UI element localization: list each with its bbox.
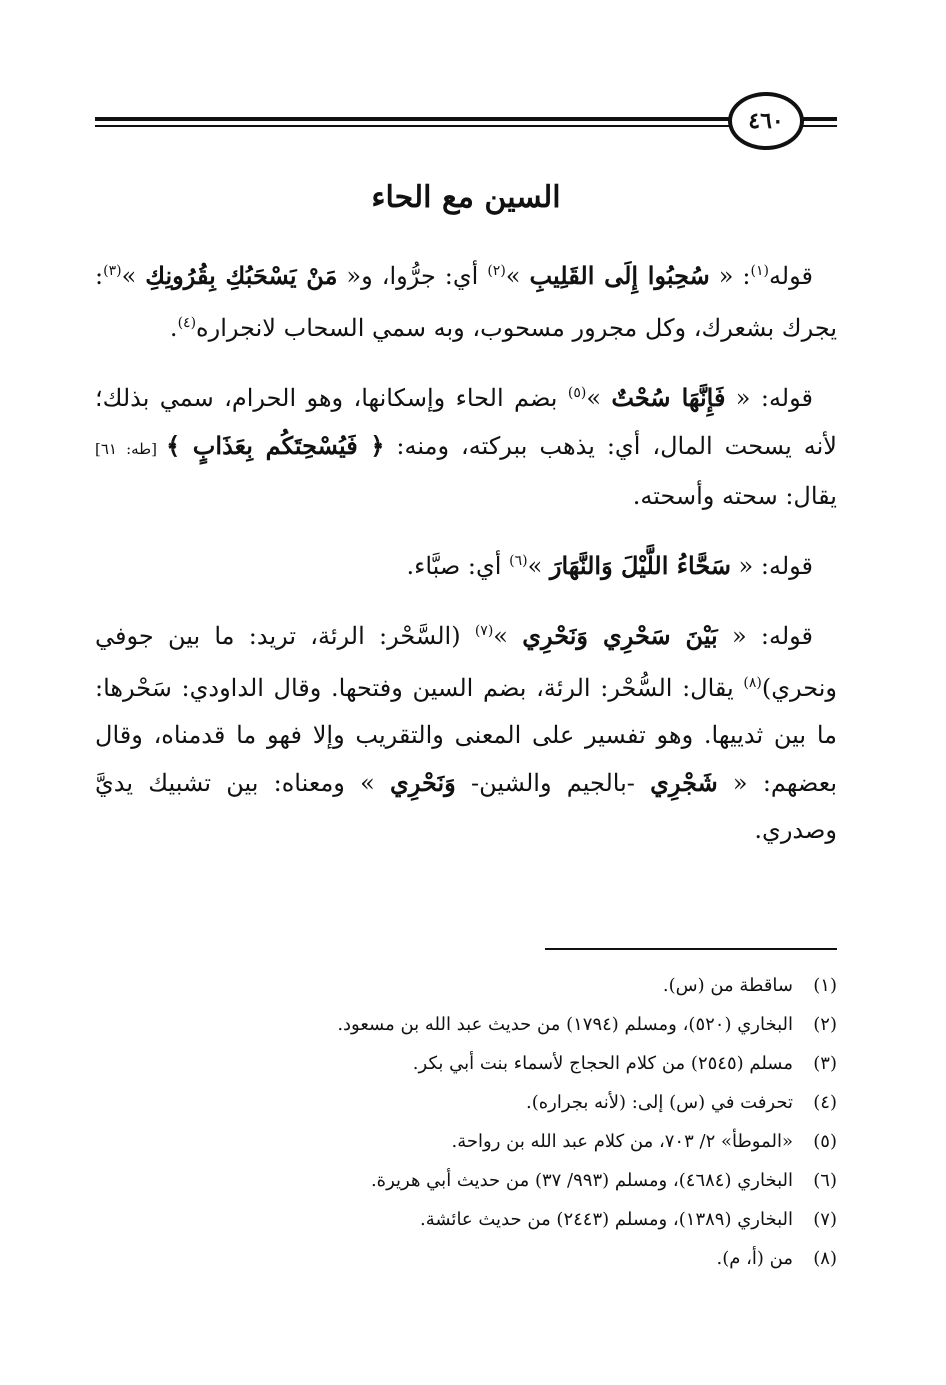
footnote-ref[interactable]: (٧) bbox=[474, 623, 494, 639]
paragraph: قوله: « فَإِنَّهَا سُحْتٌ »$^{(٥)}$ بضم الحاء وإسكانها، وهو الحرام، سمي بذلك؛ لأنه يسحت المال، أي: يذهب ببركته، ومنه: ﴿ فَيُسْحِتَكُم بِعَذَابٍ ﴾ [طه: ٦١] يقال: سحته وأسحته. bbox=[95, 383, 837, 510]
footnote: (٥)«الموطأ» ٢/ ٧٠٣، من كلام عبد الله بن رواحة. bbox=[451, 1131, 837, 1152]
footnote: (٧)البخاري (١٣٨٩)، ومسلم (٢٤٤٣) من حديث عائشة. bbox=[420, 1209, 837, 1230]
hadith-phrase: بَيْنَ سَحْرِي وَنَحْرِي bbox=[522, 621, 718, 650]
hadith-phrase: وَنَحْرِي bbox=[389, 768, 456, 797]
footnote-separator bbox=[545, 948, 837, 950]
footnote-ref[interactable]: (٢) bbox=[487, 263, 506, 279]
footnote: (٨)من (أ، م). bbox=[716, 1248, 837, 1269]
paragraph: قوله$^{(١)}$: « سُحِبُوا إِلَى القَلِيبِ »$^{(٢)}$ أي: جرُّوا، و« مَنْ يَسْحَبُكِ بِقُرُونِكِ »$^{(٣)}$: يجرك بشعرك، وكل مجرور مسحوب، وبه سمي السحاب لانجراره$^{(٤)}$. bbox=[95, 261, 837, 342]
footnotes bbox=[95, 968, 837, 1280]
footnote-ref[interactable]: (١) bbox=[750, 263, 769, 279]
verse-reference: [طه: ٦١] bbox=[95, 440, 167, 458]
footnote-ref[interactable]: (٣) bbox=[103, 263, 122, 279]
hadith-phrase: شَجْرِي bbox=[650, 768, 718, 797]
quran-verse: ﴿ فَيُسْحِتَكُم بِعَذَابٍ ﴾ bbox=[166, 431, 385, 460]
footnote-ref[interactable]: (٥) bbox=[567, 385, 587, 401]
page-number: ٤٦٠ bbox=[728, 92, 804, 150]
footnote-ref[interactable]: (٦) bbox=[509, 553, 528, 569]
paragraph: قوله: « بَيْنَ سَحْرِي وَنَحْرِي »$^{(٧)}$ (السَّحْر: الرئة، تريد: ما بين جوفي ونحري)$^{(٨)}$ يقال: السُّحْر: الرئة، بضم السين وفتحها. وقال الداودي: سَحْرها: ما بين ثدييها. وهو تفسير على المعنى والتقريب وإلا فهو ما قدمناه، وقال بعضهم: « شَجْرِي -بالجيم والشين- وَنَحْرِي » ومعناه: بين تشبيك يديَّ وصدري. bbox=[95, 621, 838, 844]
main-text bbox=[95, 248, 837, 872]
header-rule bbox=[95, 117, 837, 129]
footnote: (٢)البخاري (٥٢٠)، ومسلم (١٧٩٤) من حديث عبد الله بن مسعود. bbox=[337, 1014, 837, 1035]
section-title: السين مع الحاء bbox=[371, 180, 561, 215]
footnote: (٦)البخاري (٤٦٨٤)، ومسلم (٩٩٣/ ٣٧) من حديث أبي هريرة. bbox=[370, 1170, 837, 1191]
hadith-phrase: فَإِنَّهَا سُحْتٌ bbox=[611, 383, 726, 412]
hadith-phrase: سُحِبُوا إِلَى القَلِيبِ bbox=[529, 261, 710, 290]
paragraph: قوله: « سَحَّاءُ اللَّيْلَ وَالنَّهَارَ »$^{(٦)}$ أي: صبَّاء. bbox=[406, 551, 813, 580]
footnote: (١)ساقطة من (س). bbox=[662, 975, 837, 996]
footnote: (٣)مسلم (٢٥٤٥) من كلام الحجاج لأسماء بنت أبي بكر. bbox=[412, 1053, 837, 1074]
hadith-phrase: مَنْ يَسْحَبُكِ بِقُرُونِكِ bbox=[145, 261, 338, 290]
footnote-ref[interactable]: (٤) bbox=[177, 315, 197, 331]
footnote: (٤)تحرفت في (س) إلى: (لأنه بجراره). bbox=[525, 1092, 837, 1113]
hadith-phrase: سَحَّاءُ اللَّيْلَ وَالنَّهَارَ bbox=[549, 551, 731, 580]
footnote-ref[interactable]: (٨) bbox=[743, 675, 762, 691]
